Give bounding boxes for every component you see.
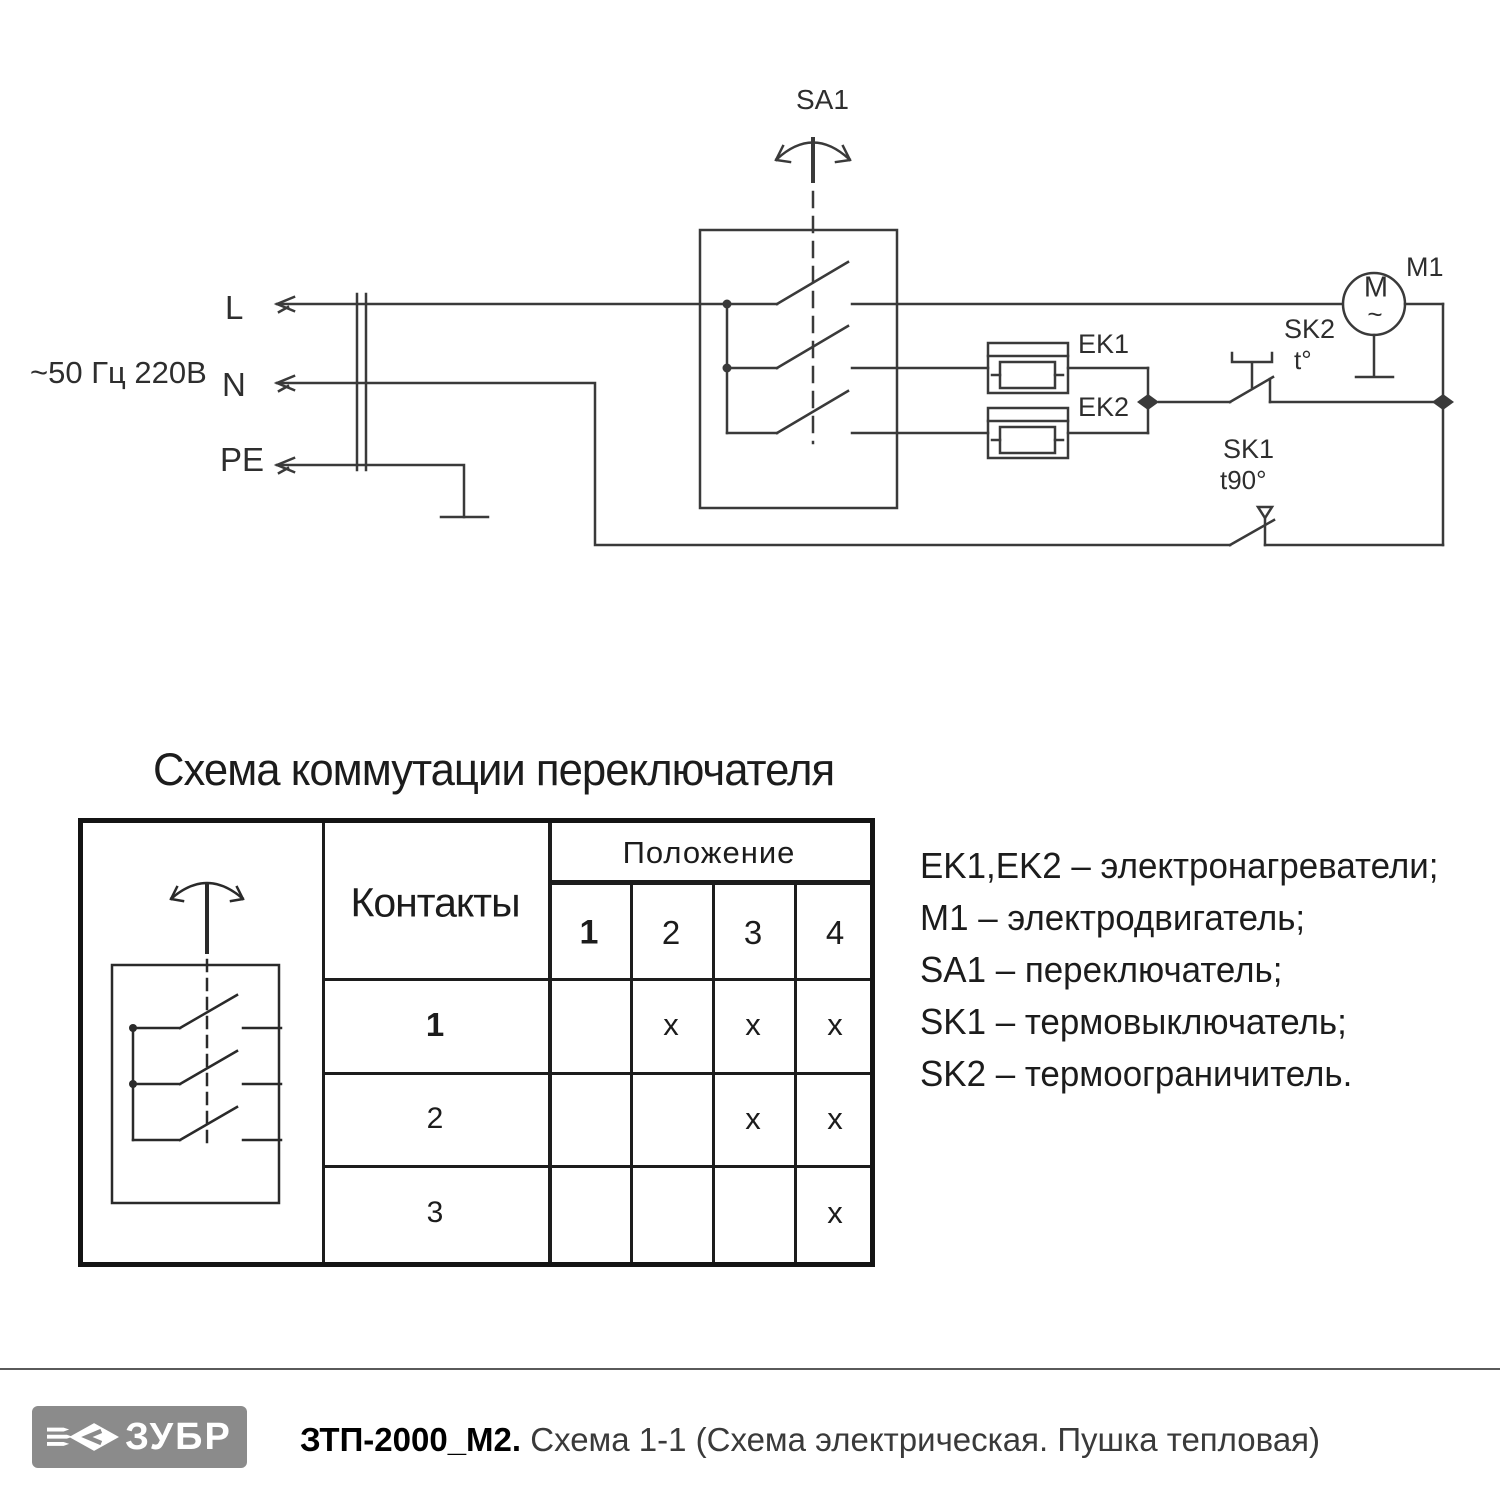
contact-row-label: 2: [426, 1102, 444, 1135]
table-divider-thick: [548, 880, 870, 885]
motor-symbol: [1343, 273, 1443, 377]
junction-diamond: [1432, 394, 1454, 410]
position-number: 2: [661, 914, 681, 951]
position-number: 3: [743, 914, 763, 951]
position-number: 4: [825, 914, 845, 951]
motor-ac-mark: ~: [1367, 299, 1383, 329]
contacts-header: Контакты: [350, 879, 520, 926]
schema-caption: Схема 1-1 (Схема электрическая. Пушка тепловая): [530, 1421, 1321, 1458]
terminal-n-label: N: [222, 366, 246, 403]
ek1-label: EK1: [1078, 329, 1130, 359]
junction-diamond: [1137, 394, 1159, 410]
contact-row-label: 1: [425, 1006, 445, 1043]
table-divider: [548, 823, 552, 1262]
footer-caption-line: [300, 1421, 1320, 1459]
footer-divider: [0, 1368, 1500, 1370]
table-mark: x: [745, 1101, 761, 1136]
sk2-label: SK2: [1284, 314, 1336, 344]
table-mark: x: [827, 1101, 843, 1136]
legend-item: SK1 – термовыключатель;: [920, 1001, 1347, 1042]
commutation-title: Схема коммутации переключателя: [153, 744, 835, 795]
contact-row-label: 3: [426, 1196, 444, 1229]
position-header: Положение: [622, 835, 796, 870]
switch-symbol-small: [100, 858, 335, 1218]
table-mark: x: [827, 1195, 843, 1230]
sa1-label: SA1: [796, 84, 849, 115]
power-rating-label: ~50 Гц 220В: [30, 355, 207, 390]
brand-logo-icon: [47, 1414, 119, 1460]
m1-label: M1: [1406, 252, 1444, 282]
table-mark: x: [745, 1007, 761, 1042]
legend-item: SK2 – термоограничитель.: [920, 1053, 1353, 1094]
sa1-contact-2: [727, 326, 988, 368]
terminal-l-label: L: [225, 289, 244, 326]
sa1-contact-3: [727, 391, 988, 433]
table-divider: [322, 978, 870, 981]
terminal-pe-label: PE: [220, 441, 265, 478]
table-divider: [322, 1165, 870, 1168]
sk1-symbol: [1230, 507, 1443, 545]
legend-item: M1 – электродвигатель;: [920, 897, 1306, 938]
wire-pe: [277, 465, 464, 517]
position-number: 1: [579, 913, 599, 952]
sk2-temp-label: t°: [1294, 345, 1312, 375]
sa1-contact-1: [727, 262, 1343, 304]
sk1-label: SK1: [1223, 434, 1275, 464]
brand-name: ЗУБР: [125, 1416, 232, 1458]
legend-item: SA1 – переключатель;: [920, 949, 1283, 990]
legend: [920, 840, 1438, 1100]
table-mark: x: [827, 1007, 843, 1042]
legend-item: EK1,EK2 – электронагреватели;: [920, 845, 1439, 886]
motor-letter: M: [1363, 271, 1389, 304]
table-divider: [322, 1072, 870, 1075]
sk1-temp-label: t90°: [1220, 465, 1267, 495]
brand-logo: [32, 1406, 247, 1468]
ek2-label: EK2: [1078, 392, 1130, 422]
table-mark: x: [663, 1007, 679, 1042]
model-number: ЗТП-2000_М2.: [300, 1421, 522, 1458]
